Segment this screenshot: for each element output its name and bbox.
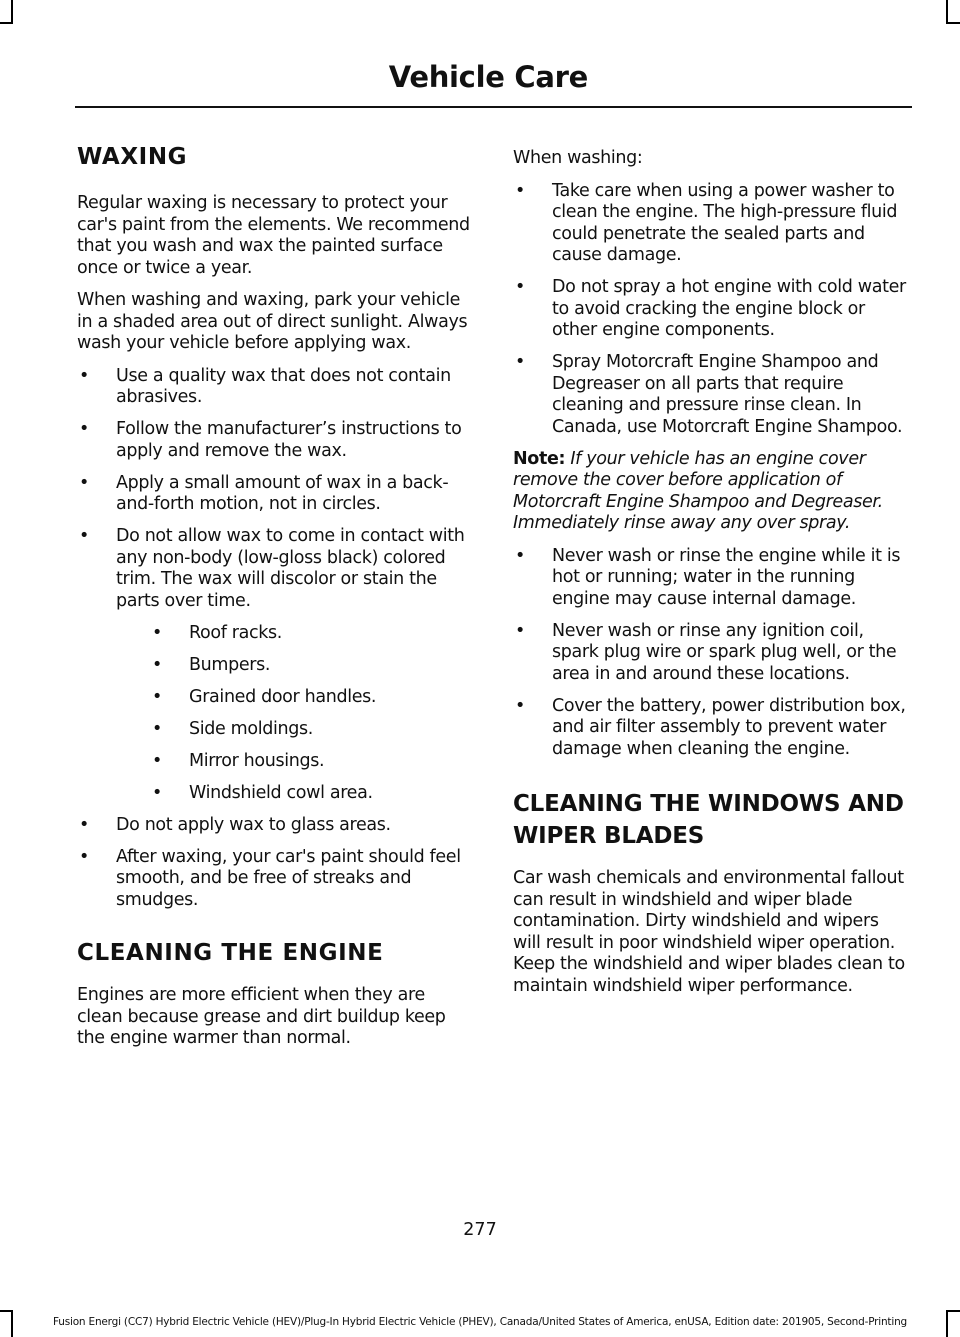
engine-warning-list bbox=[513, 546, 909, 761]
list-item: • Do not apply wax to glass areas. bbox=[77, 815, 473, 837]
crop-mark-top-right-h bbox=[946, 22, 960, 24]
waxing-paragraph-1: Regular waxing is necessary to protect your car's paint from the elements. We recommend that you wash and wax the painted surface once or twice a year. bbox=[77, 193, 470, 278]
list-item: • Spray Motorcraft Engine Shampoo and Degreaser on all parts that require cleaning and pressure rinse clean. In Canada, use Motorcraft Engine Shampoo. bbox=[513, 352, 909, 438]
sub-list-item: • Side moldings. bbox=[150, 719, 473, 741]
cleaning-windows-heading bbox=[513, 788, 909, 852]
page-footer: Fusion Energi (CC7) Hybrid Electric Vehicle (HEV)/Plug-In Hybrid Electric Vehicle (PHEV), Canada/United States of America, enUSA, Edition date: 201905, Second-Printing bbox=[53, 1316, 907, 1328]
list-item bbox=[77, 526, 473, 804]
engine-cover-note bbox=[513, 449, 909, 535]
sub-list-item: • Grained door handles. bbox=[150, 687, 473, 709]
header-divider bbox=[75, 106, 912, 108]
waxing-bullet-list bbox=[77, 366, 473, 912]
sub-list-item: • Bumpers. bbox=[150, 655, 473, 677]
list-item: • Apply a small amount of wax in a back-and-forth motion, not in circles. bbox=[77, 473, 473, 516]
crop-mark-top-left-h bbox=[0, 22, 13, 24]
cleaning-engine-heading: CLEANING THE ENGINE bbox=[77, 940, 384, 966]
washing-bullet-list bbox=[513, 181, 909, 439]
cleaning-windows-heading-line-1: CLEANING THE WINDOWS AND bbox=[513, 791, 904, 817]
washing-intro: When washing: bbox=[513, 148, 643, 168]
engine-paragraph-1: Engines are more efficient when they are clean because grease and dirt buildup keep the engine warmer than normal. bbox=[77, 985, 446, 1048]
list-item: • Take care when using a power washer to clean the engine. The high-pressure fluid could penetrate the sealed parts and cause damage. bbox=[513, 181, 909, 267]
waxing-paragraph-2: When washing and waxing, park your vehicle in a shaded area out of direct sunlight. Always wash your vehicle before applying wax. bbox=[77, 290, 468, 353]
crop-mark-top-right-v bbox=[946, 0, 948, 24]
list-item-text: Do not allow wax to come in contact with any non-body (low-gloss black) colored trim. The wax will discolor or stain the parts over time. bbox=[116, 526, 465, 611]
left-column bbox=[77, 143, 473, 1061]
note-text: If your vehicle has an engine cover remove the cover before application of Motorcraft Engine Shampoo and Degreaser. Immediately rinse away any over spray. bbox=[513, 448, 883, 533]
crop-mark-bottom-right-h bbox=[946, 1310, 960, 1312]
list-item: • Never wash or rinse any ignition coil, spark plug wire or spark plug well, or the area in and around these locations. bbox=[513, 621, 909, 686]
note-label: Note: bbox=[513, 448, 566, 469]
list-item: • After waxing, your car's paint should feel smooth, and be free of streaks and smudges. bbox=[77, 847, 473, 912]
cleaning-windows-heading-line-2: WIPER BLADES bbox=[513, 823, 705, 849]
right-column bbox=[513, 148, 909, 1008]
sub-list-item: • Roof racks. bbox=[150, 623, 473, 645]
waxing-heading: WAXING bbox=[77, 144, 188, 170]
list-item: • Cover the battery, power distribution box, and air filter assembly to prevent water damage when cleaning the engine. bbox=[513, 696, 909, 761]
list-item: • Do not spray a hot engine with cold water to avoid cracking the engine block or other engine components. bbox=[513, 277, 909, 342]
trim-parts-sub-list bbox=[150, 623, 473, 805]
list-item: • Never wash or rinse the engine while it is hot or running; water in the running engine may cause internal damage. bbox=[513, 546, 909, 611]
page-header-title: Vehicle Care bbox=[388, 60, 588, 94]
sub-list-item: • Windshield cowl area. bbox=[150, 783, 473, 805]
list-item: • Use a quality wax that does not contain abrasives. bbox=[77, 366, 473, 409]
crop-mark-top-left-v bbox=[11, 0, 13, 24]
windows-paragraph-1: Car wash chemicals and environmental fallout can result in windshield and wiper blade contamination. Dirty windshield and wipers will result in poor windshield wiper operation. Keep the windshield and wiper blades clean to maintain windshield wiper performance. bbox=[513, 868, 905, 996]
list-item: • Follow the manufacturer’s instructions to apply and remove the wax. bbox=[77, 419, 473, 462]
page-number: 277 bbox=[463, 1220, 497, 1240]
sub-list-item: • Mirror housings. bbox=[150, 751, 473, 773]
crop-mark-bottom-left-h bbox=[0, 1310, 13, 1312]
